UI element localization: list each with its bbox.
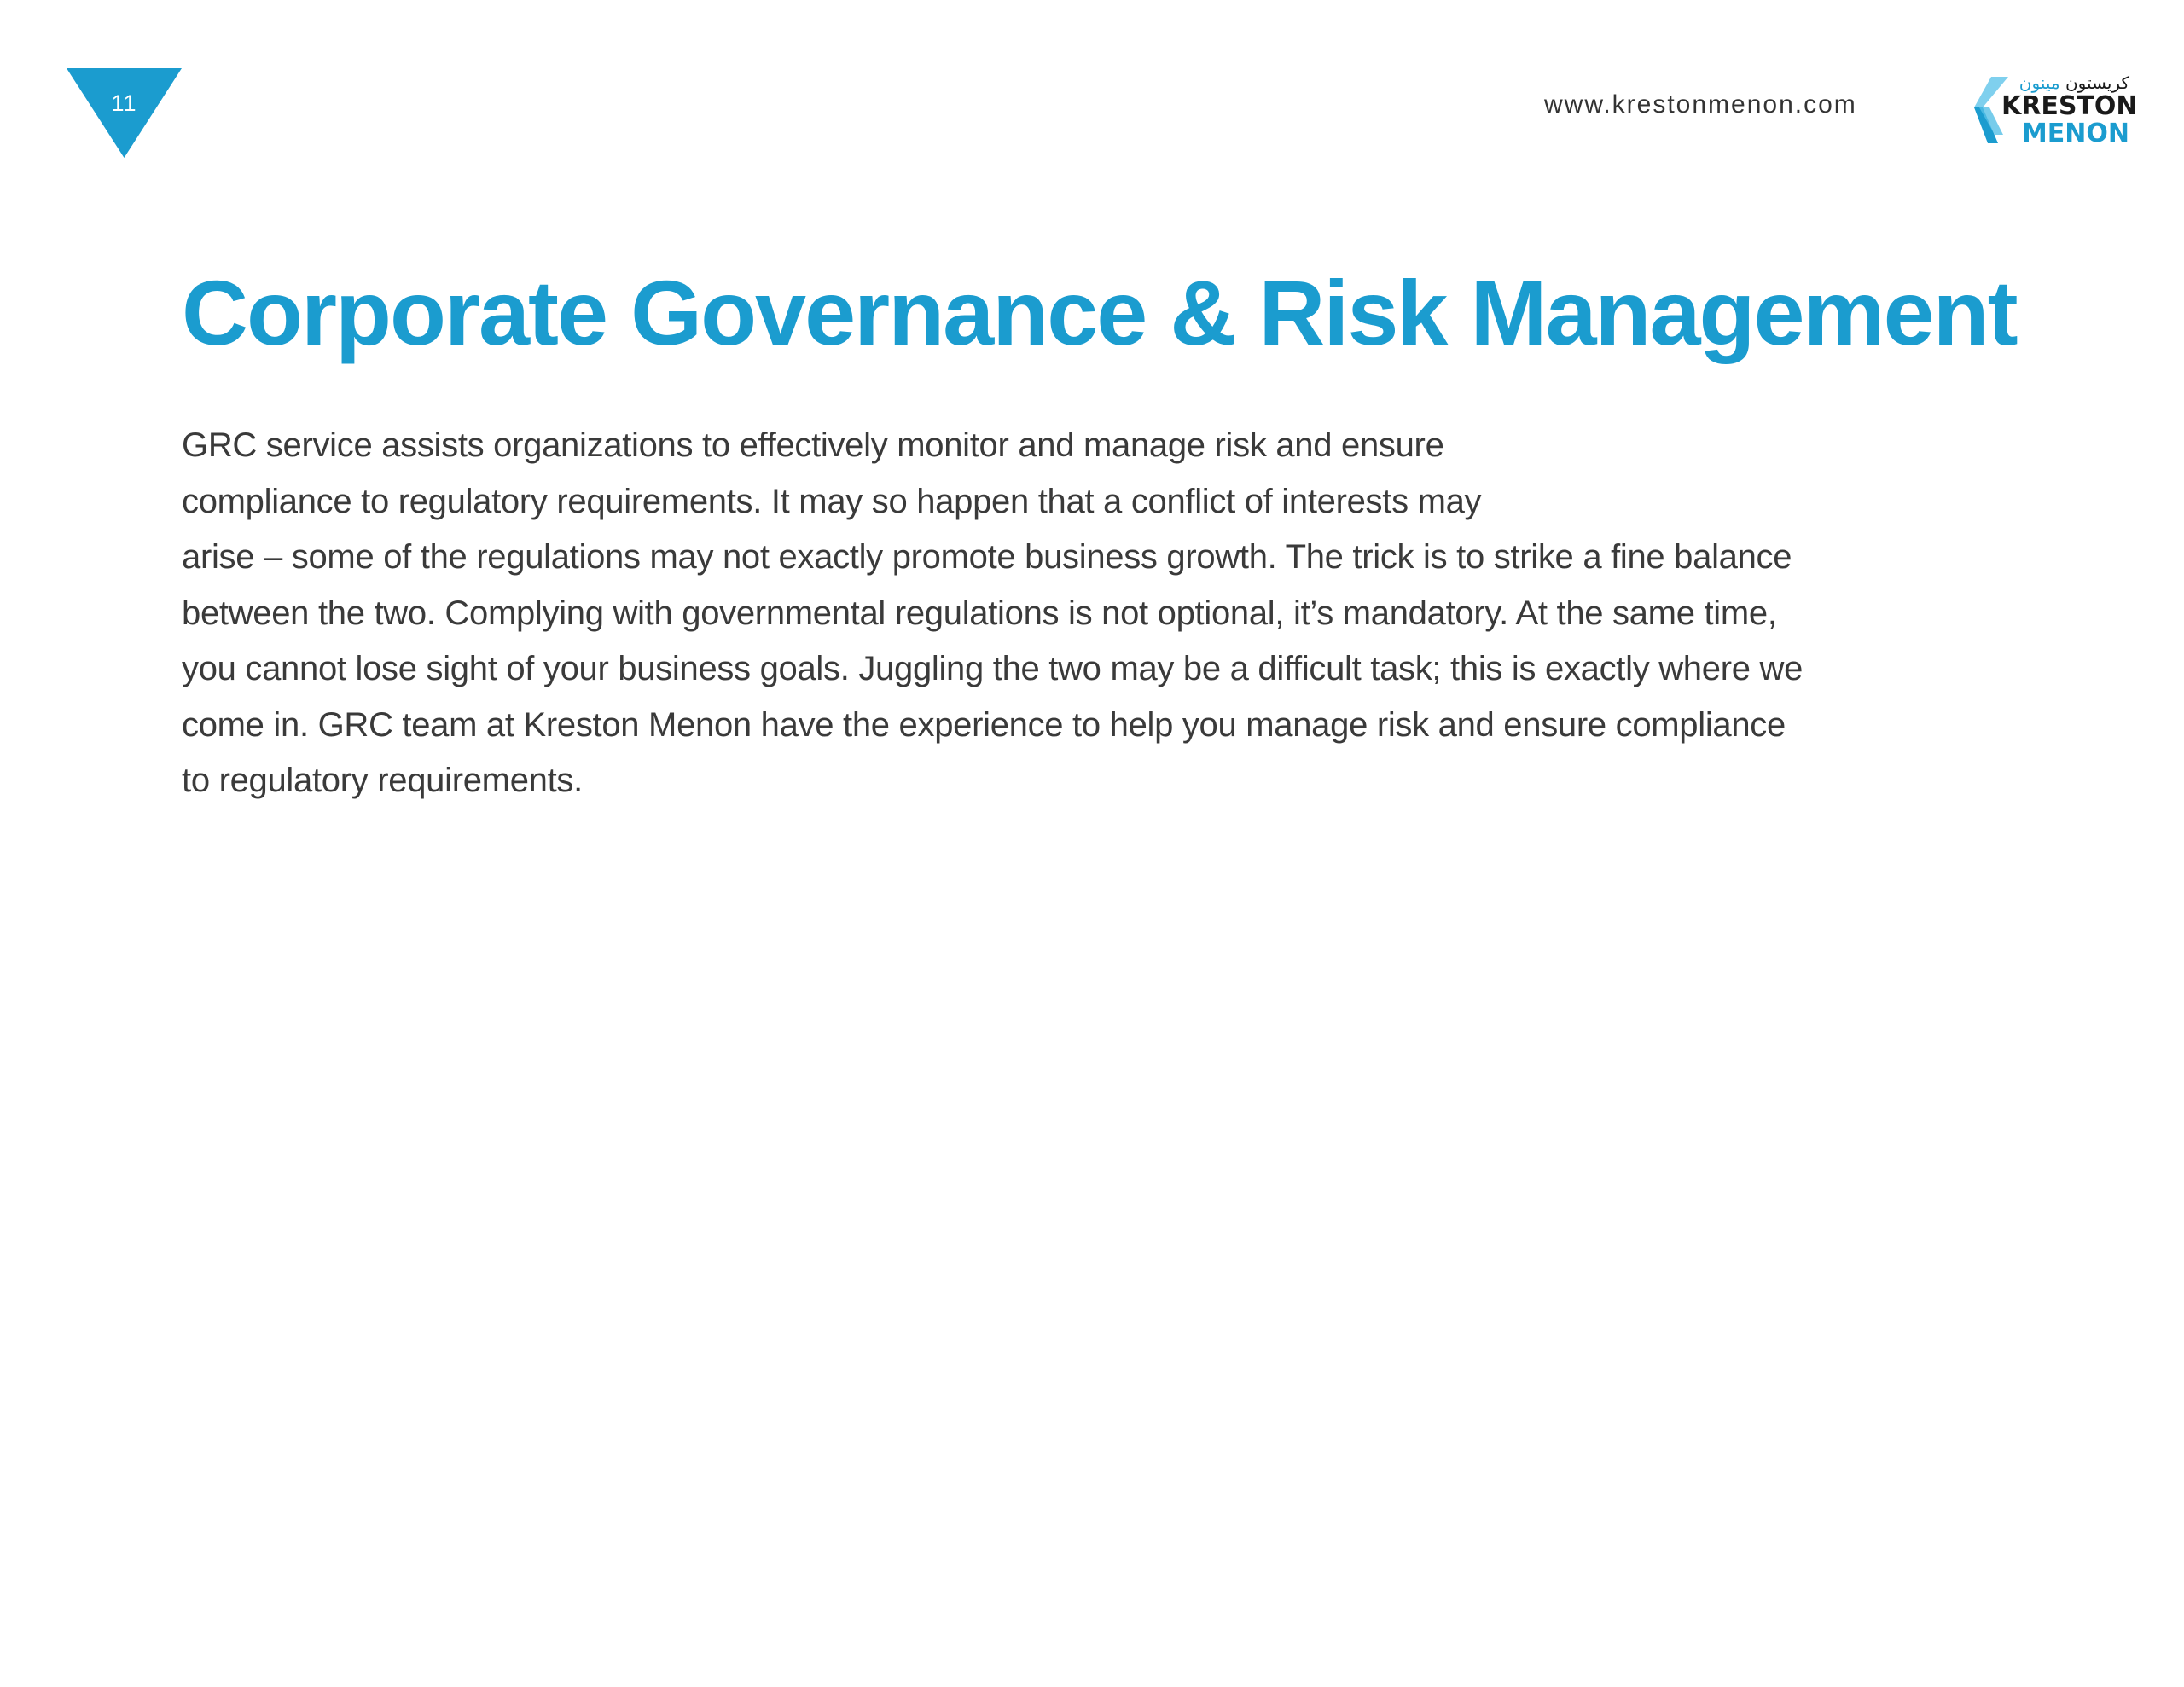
page-number: 11 xyxy=(111,90,137,116)
website-url: www.krestonmenon.com xyxy=(1544,90,1857,119)
logo-text-kreston: KRESTON xyxy=(2001,91,2138,121)
paragraph-line: GRC service assists organizations to effectively monitor and manage risk and ensure xyxy=(182,426,1444,464)
logo-arabic-word-2: مينون xyxy=(2018,72,2060,93)
logo-arabic-text xyxy=(2010,73,2129,92)
paragraph-line: come in. GRC team at Kreston Menon have the experience to help you manage risk and ensure compliance xyxy=(182,705,1786,744)
paragraph-line: compliance to regulatory requirements. It may so happen that a conflict of interests may xyxy=(182,482,1482,520)
paragraph-line: you cannot lose sight of your business goals. Juggling the two may be a difficult task; this is exactly where we xyxy=(182,650,1804,687)
company-logo xyxy=(1959,72,2138,150)
logo-arabic-word-1: كريستون xyxy=(2065,72,2129,93)
page-number-badge xyxy=(67,68,182,158)
page-title: Corporate Governance & Risk Management xyxy=(182,261,2017,364)
paragraph-line: between the two. Complying with governmental regulations is not optional, it’s mandatory. At the same time, xyxy=(182,594,1777,632)
body-paragraph xyxy=(182,418,2016,809)
paragraph-line: to regulatory requirements. xyxy=(182,762,583,799)
logo-text-menon: MENON xyxy=(2021,119,2129,148)
paragraph-line: arise – some of the regulations may not exactly promote business growth. The trick is to strike a fine balance xyxy=(182,538,1792,576)
